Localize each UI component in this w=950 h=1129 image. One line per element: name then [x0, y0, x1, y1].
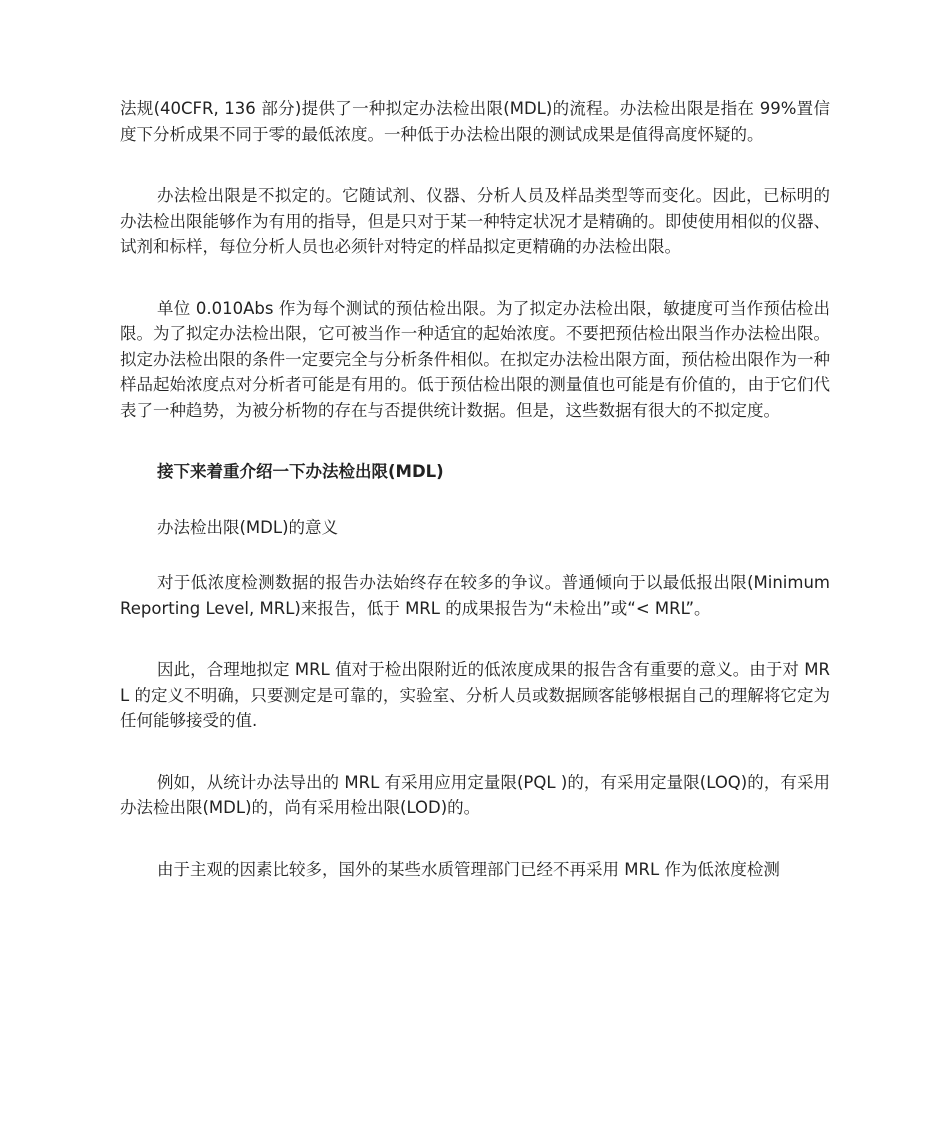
paragraph-mrl-importance: 因此，合理地拟定 MRL 值对于检出限附近的低浓度成果的报告含有重要的意义。由于对 MRL 的定义不明确，只要测定是可靠的，实验室、分析人员或数据顾客能够根据自己的理解将它定为任何能够接受的值.	[120, 660, 830, 730]
paragraph-mrl-report: 对于低浓度检测数据的报告办法始终存在较多的争议。普通倾向于以最低报出限(Minimum Reporting Level, MRL)来报告，低于 MRL 的成果报告为“未检出”或“< MRL”。	[120, 573, 830, 618]
paragraph-estimated-limit: 单位 0.010Abs 作为每个测试的预估检出限。为了拟定办法检出限，敏捷度可当作预估检出限。为了拟定办法检出限，它可被当作一种适宜的起始浓度。不要把预估检出限当作办法检出限。拟定办法检出限的条件一定要完全与分析条件相似。在拟定办法检出限方面，预估检出限作为一种样品起始浓度点对分析者可能是有用的。低于预估检出限的测量值也可能是有价值的，由于它们代表了一种趋势，为被分析物的存在与否提供统计数据。但是，这些数据有很大的不拟定度。	[120, 298, 830, 420]
paragraph-mdl-regulation: 法规(40CFR, 136 部分)提供了一种拟定办法检出限(MDL)的流程。办法检出限是指在 99%置信度下分析成果不同于零的最低浓度。一种低于办法检出限的测试成果是值得高度怀疑的。	[120, 99, 830, 144]
section-heading-mdl: 接下来着重介绍一下办法检出限(MDL)	[157, 462, 444, 481]
paragraph-subjective-factors: 由于主观的因素比较多，国外的某些水质管理部门已经不再采用 MRL 作为低浓度检测	[157, 859, 780, 879]
document-page	[120, 96, 830, 918]
paragraph-mdl-uncertainty: 办法检出限是不拟定的。它随试剂、仪器、分析人员及样品类型等而变化。因此，已标明的办法检出限能够作为有用的指导，但是只对于某一种特定状况才是精确的。即使使用相似的仪器、试剂和标样，每位分析人员也必须针对特定的样品拟定更精确的办法检出限。	[120, 186, 830, 256]
subheading-mdl-meaning: 办法检出限(MDL)的意义	[157, 517, 339, 537]
paragraph-mrl-examples: 例如，从统计办法导出的 MRL 有采用应用定量限(PQL )的，有采用定量限(LOQ)的，有采用办法检出限(MDL)的，尚有采用检出限(LOD)的。	[120, 772, 830, 817]
